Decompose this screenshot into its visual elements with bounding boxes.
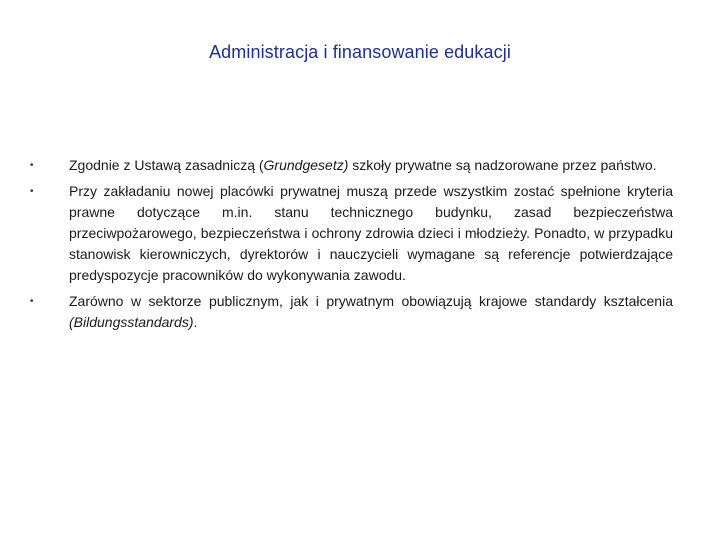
list-item: [30, 181, 673, 286]
list-item: [30, 155, 673, 176]
item-text: Zarówno w sektorze publicznym, jak i prywatnym obowiązują krajowe standardy kształcenia (Bildungsstandards).: [69, 293, 673, 330]
bullet-icon: •: [30, 296, 34, 307]
bullet-list: [30, 155, 673, 338]
list-item: [30, 291, 673, 333]
item-text: Zgodnie z Ustawą zasadniczą (Grundgesetz) szkoły prywatne są nadzorowane przez państwo.: [69, 157, 657, 173]
slide-title: Administracja i finansowanie edukacji: [209, 42, 511, 62]
bullet-icon: •: [30, 186, 34, 197]
bullet-icon: •: [30, 160, 34, 171]
item-text: Przy zakładaniu nowej placówki prywatnej muszą przede wszystkim zostać spełnione kryteria prawne dotyczące m.in. stanu technicznego budynku, zasad bezpieczeństwa przeciwpożarowego, bezpieczeństwa i ochrony zdrowia dzieci i młodzieży. Ponadto, w przypadku stanowisk kierowniczych, dyrektorów i nauczycieli wymagane są referencje potwierdzające predyspozycje pracowników do wykonywania zawodu.: [69, 183, 673, 283]
